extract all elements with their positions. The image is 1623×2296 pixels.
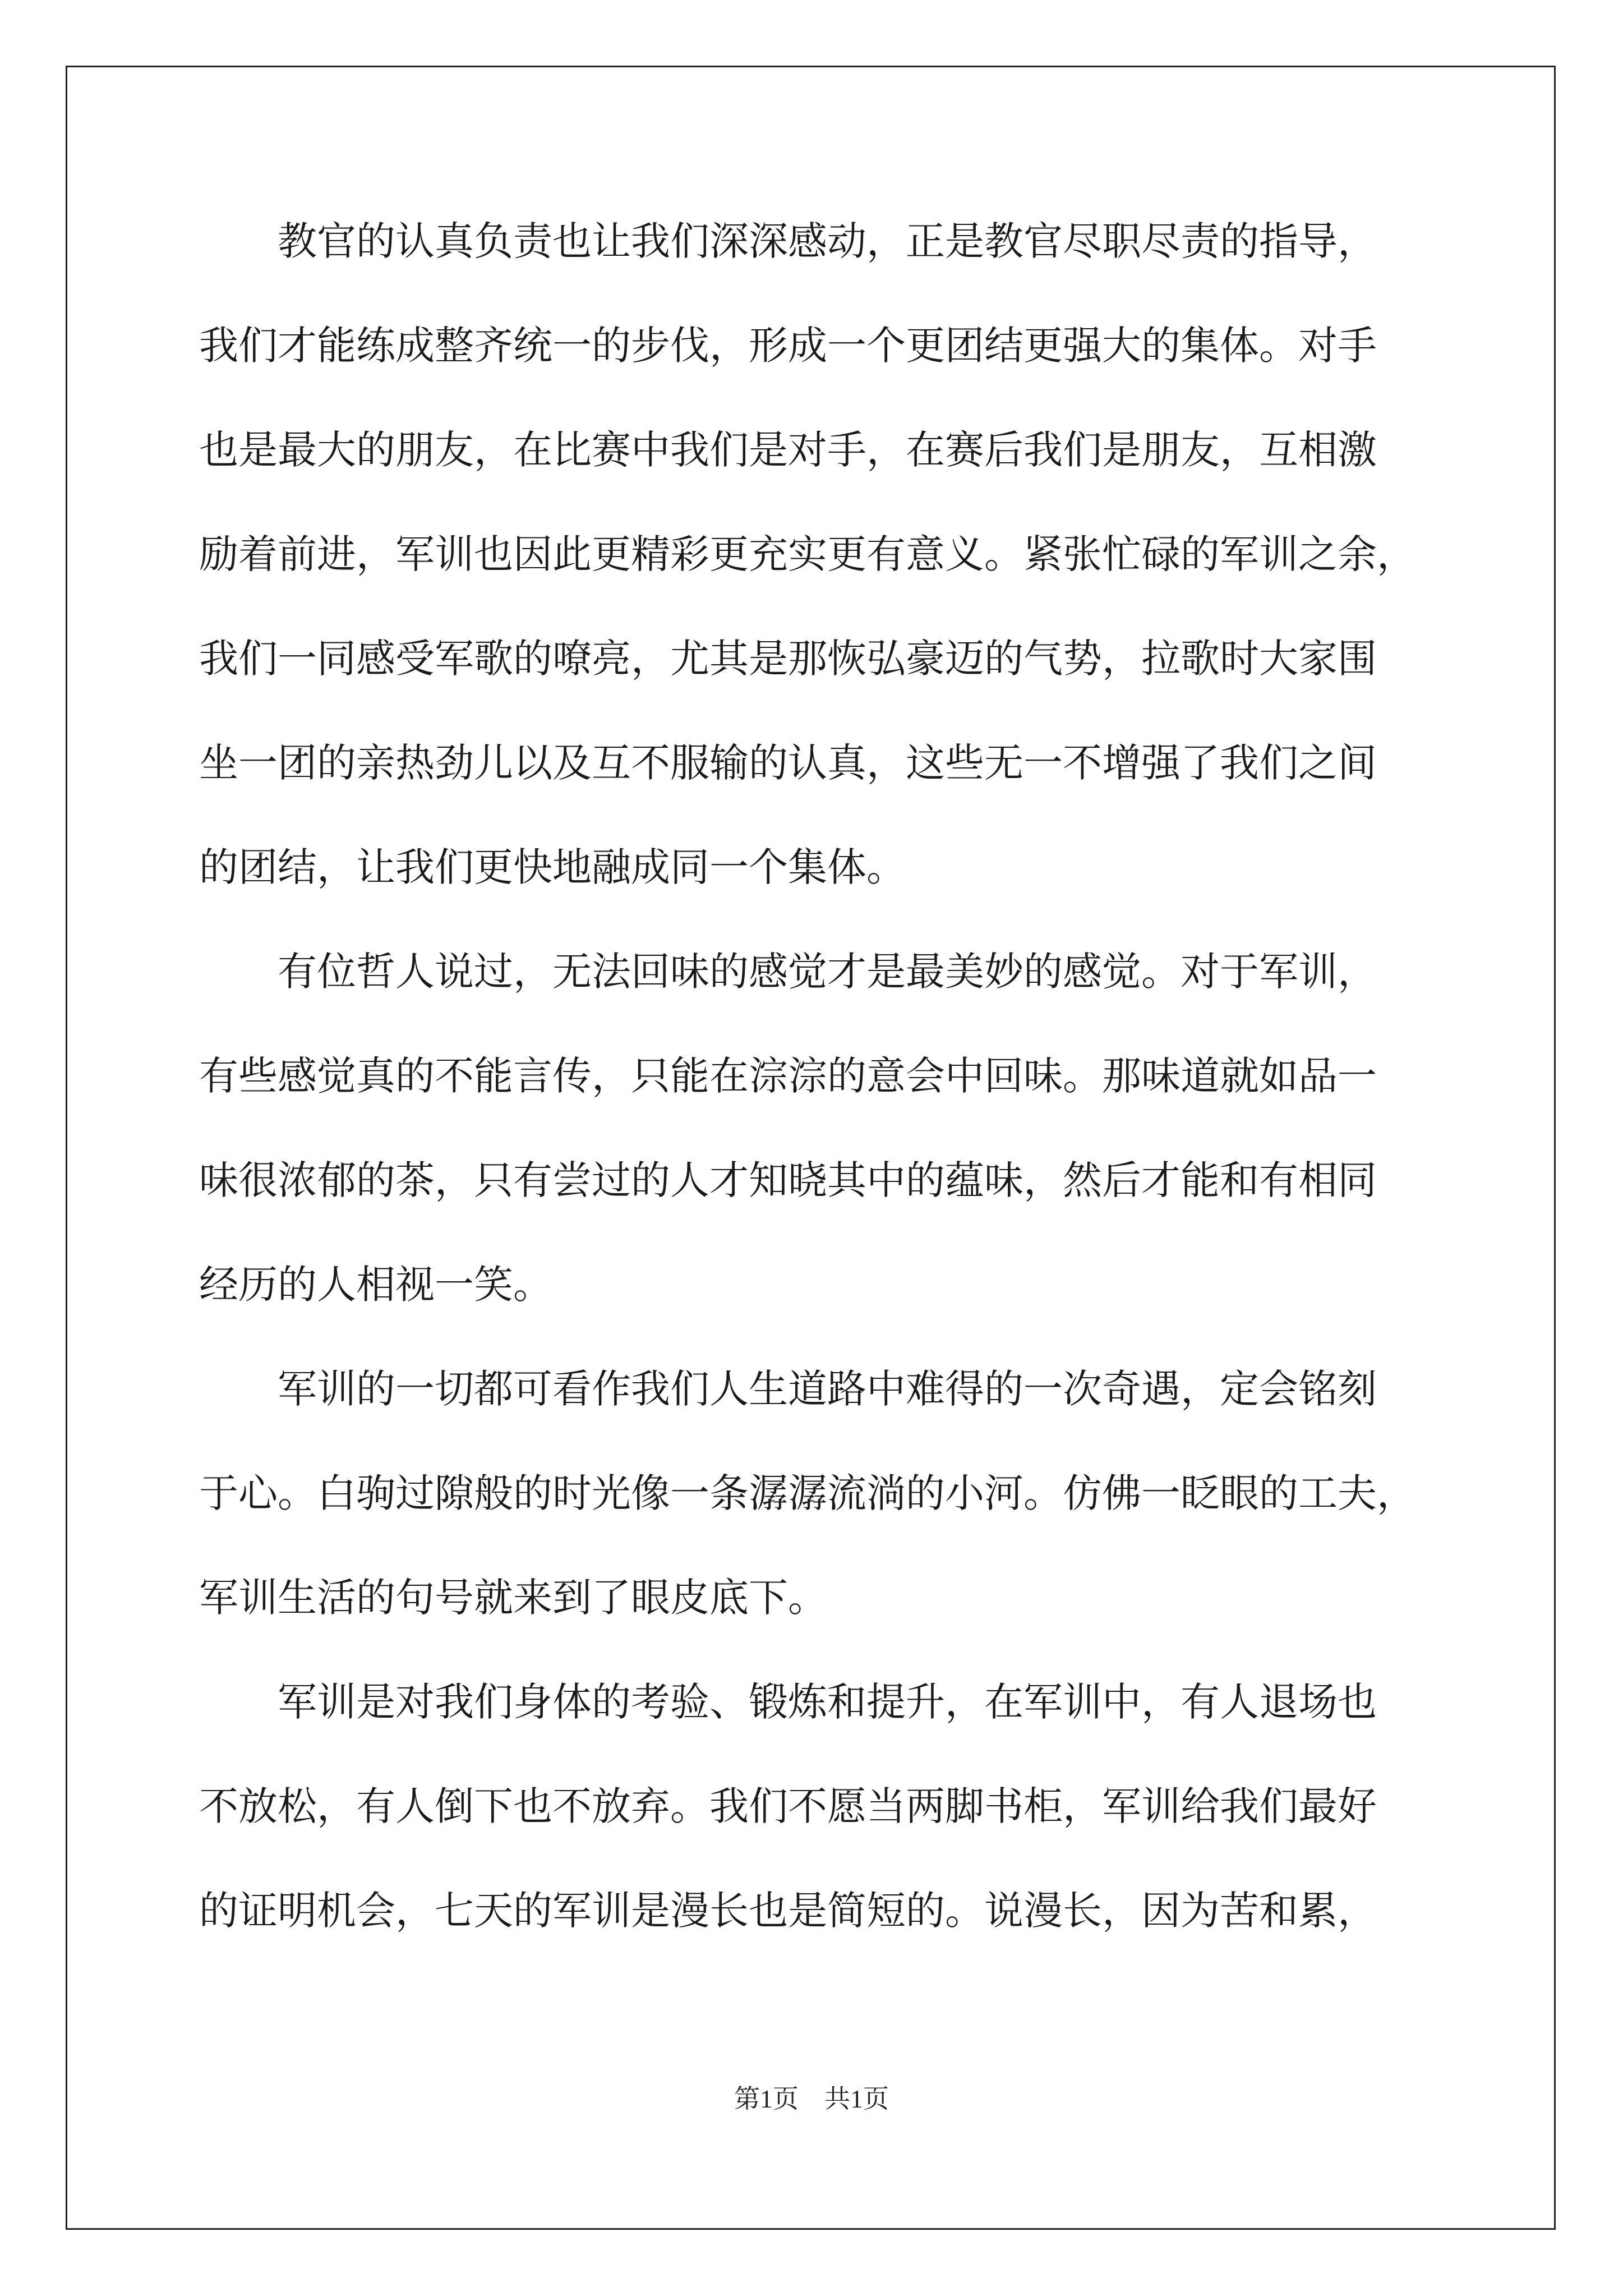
text-line: 的团结，让我们更快地融成同一个集体。 [199, 844, 906, 890]
page-number-label: 第1页 共1页 [734, 2085, 889, 2113]
page-footer [0, 2078, 1623, 2115]
text-line: 不放松，有人倒下也不放弃。我们不愿当两脚书柜，军训给我们最好 [199, 1783, 1377, 1829]
text-line: 经历的人相视一笑。 [199, 1262, 552, 1308]
text-line: 军训生活的句号就来到了眼皮底下。 [199, 1575, 827, 1621]
text-line: 于心。白驹过隙般的时光像一条潺潺流淌的小河。仿佛一眨眼的工夫， [199, 1470, 1416, 1516]
text-line: 我们一同感受军歌的嘹亮，尤其是那恢弘豪迈的气势，拉歌时大家围 [199, 636, 1377, 682]
text-line: 也是最大的朋友，在比赛中我们是对手，在赛后我们是朋友，互相激 [199, 427, 1377, 473]
text-line: 味很浓郁的茶，只有尝过的人才知晓其中的蕴味，然后才能和有相同 [199, 1157, 1377, 1203]
text-line: 有些感觉真的不能言传，只能在淙淙的意会中回味。那味道就如品一 [199, 1053, 1377, 1099]
text-line: 军训是对我们身体的考验、锻炼和提升，在军训中，有人退场也 [199, 1679, 1377, 1725]
text-line: 我们才能练成整齐统一的步伐，形成一个更团结更强大的集体。对手 [199, 323, 1377, 369]
text-line: 的证明机会，七天的军训是漫长也是简短的。说漫长，因为苦和累， [199, 1888, 1377, 1934]
text-line: 坐一团的亲热劲儿以及互不服输的认真，这些无一不增强了我们之间 [199, 740, 1377, 786]
text-line: 励着前进，军训也因此更精彩更充实更有意义。紧张忙碌的军训之余， [199, 531, 1416, 577]
text-line: 有位哲人说过，无法回味的感觉才是最美妙的感觉。对于军训， [199, 949, 1377, 995]
text-line: 军训的一切都可看作我们人生道路中难得的一次奇遇，定会铭刻 [199, 1366, 1377, 1412]
text-line: 教官的认真负责也让我们深深感动，正是教官尽职尽责的指导， [199, 218, 1377, 264]
